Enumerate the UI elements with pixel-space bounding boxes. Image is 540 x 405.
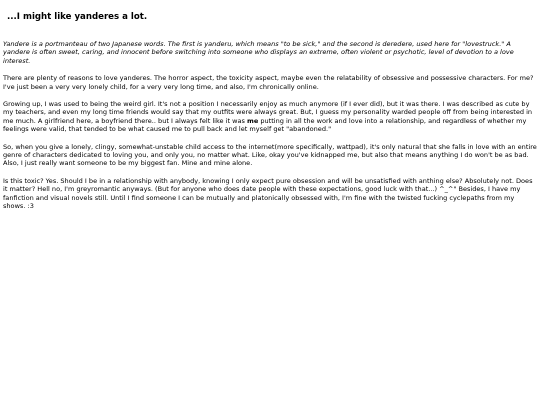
- paragraph-1: There are plenty of reasons to love yanderes. The horror aspect, the toxicity aspect, maybe even the relatability of obsessive and possessive characters. For me? I've just been a very very lonely child, for a very very long time, and also, I'm chronically online.: [3, 74, 534, 91]
- paragraph-4: Is this toxic? Yes. Should I be in a relationship with anybody, knowing I only expect pure obsession and will be unsatisfied with anthing else? Absolutely not. Does it matter? Hell no, I'm greyromantic anyways. (But for anyone who does date people with these expectations, good luck with that...) ^_^" Besides, I have my fanfiction and visual novels still. Until I find someone I can be mutually and platonically obsessed with, I'm fine with the twisted fucking cyclepaths from my shows. :3: [3, 176, 533, 211]
- post-title: ...I might like yanderes a lot.: [7, 12, 148, 22]
- paragraph-2-text-start: Growing up, I was used to being the weird girl. It's not a position I necessarily enjoy as much anymore (if I ever did), but it was there. I was described as cute by my teachers, and even my long time friends would say that my outfits were always great. But, I guess my personality warded people off from being interested in me much. A girlfriend here, a boyfriend there.. but I always felt like it was: [3, 100, 533, 125]
- post-body: [3, 40, 537, 211]
- intro-paragraph: Yandere is a portmanteau of two Japanese words. The first is yanderu, which means "to be sick," and the second is deredere, used here for "lovestruck." A yandere is often sweet, caring, and innocent before switching into someone who displays an extreme, often violent or psychotic, level of devotion to a love interest.: [3, 40, 514, 65]
- paragraph-3: So, when you give a lonely, clingy, somewhat-unstable child access to the internet(more specifically, wattpad), it's only natural that she falls in love with an entire genre of characters dedicated to loving you, and only you, no matter what. Like, okay you've kidnapped me, but also that means anything I do won't be as bad. Also, I just really want someone to be my biggest fan. Mine and mine alone.: [3, 142, 537, 168]
- paragraph-2: [3, 100, 537, 134]
- paragraph-2-text-end: putting in all the work and love into a relationship, and regardless of whether my feelings were valid, that tended to be what caused me to pull back and let myself get "abandoned.": [3, 116, 527, 134]
- paragraph-2-emphasis: me: [247, 116, 259, 125]
